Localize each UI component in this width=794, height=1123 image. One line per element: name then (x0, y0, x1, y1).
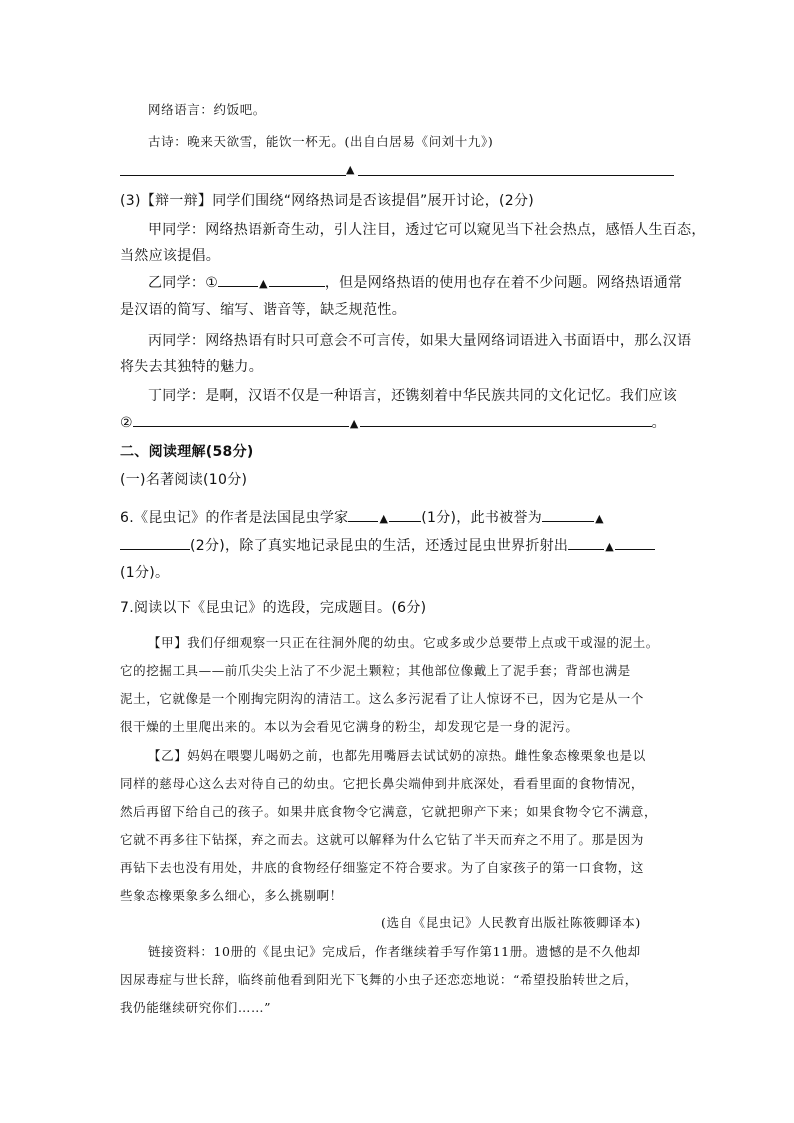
passage-yi-line-6: 些象态橡栗象多么细心，多么挑剔啊！ (120, 888, 343, 903)
bing-line-2: 将失去其独特的魅力。 (120, 359, 263, 375)
q6-text-a: 6.《昆虫记》的作者是法国昆虫学家 (120, 510, 349, 526)
link-material-line-3: 我仍能继续研究你们……” (120, 1000, 272, 1015)
answer-line-left (120, 175, 346, 176)
section-2-heading: 二、阅读理解(58分) (120, 444, 254, 460)
q6-blank-1a[interactable] (348, 507, 378, 522)
q6-line-2 (120, 535, 655, 555)
q6-blank-2b[interactable] (120, 535, 190, 550)
blank-marker: ▲ (379, 512, 389, 525)
blank-marker: ▲ (349, 417, 359, 430)
link-material-line-2: 因尿毒症与世长辞，临终前他看到阳光下飞舞的小虫子还恋恋地说：“希望投胎转世之后， (120, 972, 638, 987)
jia-line-2: 当然应该提倡。 (120, 248, 221, 264)
q6-blank-3a[interactable] (568, 535, 604, 550)
ding-line-2 (120, 412, 666, 432)
q6-text-c: (2分)，除了真实地记录昆虫的生活，还透过昆虫世界折射出 (190, 538, 569, 554)
answer-blank-1b[interactable] (269, 272, 325, 287)
passage-yi-line-2: 同样的慈母心这么去对待自己的幼虫。它把长鼻尖端伸到井底深处，看看里面的食物情况， (120, 776, 645, 791)
internet-language-example: 网络语言：约饭吧。 (148, 102, 266, 117)
link-material-line-1: 链接资料：10册的《昆虫记》完成后，作者继续着手写作第11册。遗憾的是不久他却 (148, 944, 641, 959)
q6-line-3: (1分)。 (120, 565, 170, 581)
jia-line-1: 甲同学：网络热语新奇生动，引人注目，透过它可以窥见当下社会热点，感悟人生百态， (148, 222, 706, 238)
blank-marker: ▲ (259, 277, 268, 290)
bing-line-1: 丙同学：网络热语有时只可意会不可言传，如果大量网络词语进入书面语中，那么汉语 (148, 333, 692, 349)
passage-yi-line-5: 再钻下去也没有用处，井底的食物经仔细鉴定不符合要求。为了自家孩子的第一口食物，这 (120, 860, 645, 875)
ancient-poem-example: 古诗：晚来天欲雪，能饮一杯无。(出自白居易《问刘十九》) (148, 134, 494, 149)
yi-prefix: 乙同学：① (148, 275, 219, 291)
passage-jia-line-2: 它的挖掘工具——前爪尖尖上沾了不少泥土颗粒；其他部位像戴上了泥手套；背部也满是 (120, 663, 631, 678)
passage-source: (选自《昆虫记》人民教育出版社陈筱卿译本) (381, 915, 641, 930)
ding-line-1: 丁同学：是啊，汉语不仅是一种语言，还镌刻着中华民族共同的文化记忆。我们应该 (148, 388, 678, 404)
answer-blank-1a[interactable] (218, 272, 258, 287)
q3-title: (3)【辩一辩】同学们围绕“网络热词是否该提倡”展开讨论，(2分) (120, 193, 535, 209)
answer-line-right (358, 175, 674, 176)
passage-yi-line-4: 它就不再多往下钻探，弃之而去。这就可以解释为什么它钻了半天而弃之不用了。那是因为 (120, 832, 645, 847)
ding-suffix: 。 (651, 415, 666, 431)
passage-yi-line-1: 【乙】妈妈在喂婴儿喝奶之前，也都先用嘴唇去试试奶的凉热。雌性象态橡栗象也是以 (148, 748, 646, 763)
blank-marker: ▲ (605, 540, 614, 553)
q6-line-1 (120, 507, 605, 527)
ding-circle-2: ② (120, 415, 133, 431)
yi-line-2: 是汉语的简写、缩写、谐音等，缺乏规范性。 (120, 302, 406, 318)
blank-marker: ▲ (595, 512, 604, 525)
answer-blank-2b[interactable] (360, 412, 652, 427)
yi-line-1 (148, 272, 682, 292)
q6-text-b: (1分)，此书被誉为 (421, 510, 543, 526)
passage-yi-line-3: 然后再留下给自己的孩子。如果井底食物令它满意，它就把卵产下来；如果食物令它不满意， (120, 804, 658, 819)
q7-title: 7.阅读以下《昆虫记》的选段，完成题目。(6分) (120, 600, 427, 616)
passage-jia-line-1: 【甲】我们仔细观察一只正在往洞外爬的幼虫。它或多或少总要带上点或干或湿的泥土。 (148, 635, 659, 650)
answer-blank-2a[interactable] (133, 412, 349, 427)
q6-blank-1b[interactable] (389, 507, 421, 522)
blank-marker: ▲ (346, 163, 355, 176)
passage-jia-line-3: 泥土，它就像是一个刚掏完阴沟的清洁工。这么多污泥看了让人惊讶不已，因为它是从一个 (120, 691, 645, 706)
q6-blank-2a[interactable] (542, 507, 594, 522)
q6-blank-3b[interactable] (615, 535, 655, 550)
yi-suffix: ，但是网络热语的使用也存在着不少问题。网络热语通常 (324, 275, 683, 291)
passage-jia-line-4: 很干燥的土里爬出来的。本以为会看见它满身的粉尘，却发现它是一身的泥污。 (120, 719, 579, 734)
subsection-1-heading: (一)名著阅读(10分) (120, 472, 248, 488)
